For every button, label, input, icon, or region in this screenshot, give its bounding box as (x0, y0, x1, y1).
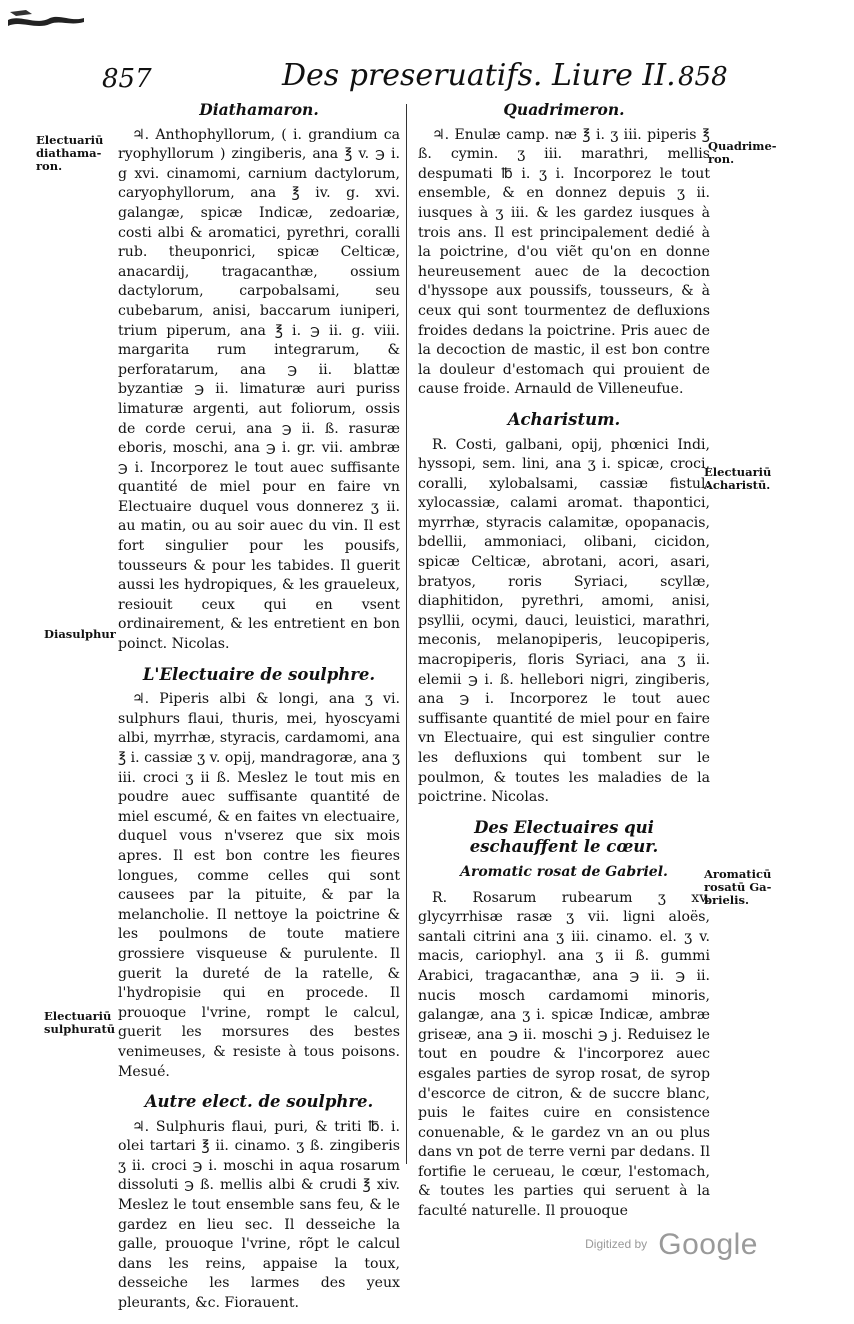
digitized-by-google-watermark (585, 1228, 758, 1262)
recipe-acharistum: R. Costi, galbani, opij, phœnici Indi, hyssopi, sem. lini, ana ʒ i. spicæ, croci, coralli, xylobalsami, cassiæ fistul. xylocassiæ, calami aromat. thapontici, myrrhæ, styracis calamitæ, opopanacis, bdellii, ammoniaci, olibani, cicidon, spicæ Celticæ, abrotani, acori, asari, bratyos, roris Syriaci, scyllæ, diaphitidon, pyrethri, amomi, anisi, psyllii, ocymi, dauci, leuistici, marathri, meconis, melanopiperis, leucopiperis, macropiperis, floris Syriaci, ana ʒ ii. elemii ℈ i. ß. hellebori nigri, zingiberis, ana ℈ i. Incorporez le tout auec suffisante quantité de miel pour en faire vn Electuaire, qui est singulier contre les defluxions qui tombent sur le poulmon, & toutes les maladies de la poictrine. Nicolas. (418, 436, 710, 806)
heading-electuaires-coeur: Des Electuaires qui eschauffent le cœur. (469, 817, 659, 857)
recipe-diathamaron: ♃. Anthophyllorum, ( i. grandium ca ryophyllorum ) zingiberis, ana ℥ v. ℈ i. g xvi. cinamomi, carnium dactylorum, caryophyllorum, ana ℥ iv. g. xvi. galangæ, spicæ Indicæ, zedoariæ, costi albi & aromatici, pyrethri, coralli rub. theuponrici, spicæ Celticæ, anacardij, tragacanthæ, ossium dactylorum, carpobalsami, seu cubebarum, anisi, baccarum iuniperi, trium piperum, ana ℥ i. ℈ ii. g. viii. margarita rum integrarum, & perforatarum, ana ℈ ii. blattæ byzantiæ ℈ ii. limaturæ auri puriss limaturæ argenti, aut foliorum, ossis de corde cerui, ana ℈ ii. ß. rasuræ eboris, moschi, ana ℈ i. gr. vii. ambræ ℈ i. Incorporez le tout auec suffisante quantité de miel pour en faire vn Electuaire duquel vous donnerez ʒ ii. au matin, ou au soir auec du vin. Il est fort singulier pour les pousifs, tousseurs & pour les tabides. Il guerit aussi les hydropiques, & les graueleux, resiouit ceux qui en vsent ordinairement, & les entretient en bon poinct. Nicolas. (118, 126, 400, 653)
digitized-by-label: Digitized by (585, 1237, 648, 1251)
heading-autre-electuaire: Autre elect. de soulphre. (144, 1092, 374, 1112)
right-page-number: 858 (678, 62, 728, 92)
margin-note-quadrimeron: Quadrime- ron. (708, 139, 777, 166)
recipe-sulphuratum: ♃. Sulphuris flaui, puri, & triti ℔. i. olei tartari ℥ ii. cinamo. ʒ ß. zingiberis ʒ ii. croci ℈ i. moschi in aqua rosarum dissoluti ℈ ß. mellis albi & crudi ℥ xiv. Meslez le tout ensemble sans feu, & le gardez en lieu sec. Il desseiche la galle, prouoque l'vrine, rõpt le calcul dans les reins, appaise la toux, desseiche les larmes des yeux pleurants, &c. Fiorauent. (118, 1118, 400, 1312)
recipe-quadrimeron: ♃. Enulæ camp. næ ℥ i. ʒ iii. piperis ℥ ß. cymin. ʒ iii. marathri, mellis despumati ℔ i. ʒ i. Incorporez le tout ensemble, & en donnez depuis ʒ ii. iusques à ʒ iii. & les gardez iusques à trois ans. Il est principalement dedié à la poictrine, d'ou viẽt qu'on en donne heureusement auec de la decoction d'hyssope aux poussifs, tousseurs, & à ceux qui sont tourmentez de defluxions froides dedans la poictrine. Pris auec de la decoction de mastic, il est bon contre la douleur d'estomach qui prouient de cause froide. Arnauld de Villeneufue. (418, 126, 710, 398)
recipe-aromatic-rosat: R. Rosarum rubearum ʒ xv. glycyrrhisæ rasæ ʒ vii. ligni aloës, santali citrini ana ʒ iii. cinamo. el. ʒ v. macis, cariophyl. ana ʒ ii ß. gummi Arabici, tragacanthæ, ana ℈ ii. ℈ ii. nucis mosch cardamomi minoris, galangæ, ana ʒ i. spicæ Indicæ, ambræ griseæ, ana ℈ ii. moschi ℈ j. Reduisez le tout en poudre & l'incorporez auec esgales parties de syrop rosat, de syrop d'escorce de citron, & de succre blanc, puis le faites cuire en consistence conuenable, & le gardez vn an ou plus dans vn pot de terre verni par dedans. Il fortifie le cerueau, le cœur, l'estomach, & toutes les parties qui seruent à la faculté naturelle. Il prouoque (418, 889, 710, 1220)
margin-note-sulphuratum: Electuariū sulphuratū (44, 1009, 116, 1036)
margin-note-diathamaron: Electuariū diathama- ron. (36, 133, 104, 173)
heading-acharistum: Acharistum. (507, 409, 621, 429)
heading-aromatic-rosat: Aromatic rosat de Gabriel. (460, 863, 668, 880)
heading-diathamaron: Diathamaron. (199, 100, 319, 119)
running-header (0, 58, 854, 98)
margin-note-aromaticum: Aromaticū rosatū Ga- brielis. (704, 867, 772, 907)
right-column (418, 100, 710, 1232)
heading-electuaire-soulphre: L'Electuaire de soulphre. (142, 664, 376, 684)
left-column (118, 100, 400, 1324)
ink-blot-mark (6, 6, 86, 36)
google-wordmark: Google (658, 1228, 758, 1261)
margin-note-acharistum: Electuariū Acharistū. (704, 465, 772, 492)
running-title: Des preseruatifs. Liure II. (282, 58, 676, 93)
column-divider (406, 104, 407, 1164)
left-page-number: 857 (102, 64, 152, 94)
recipe-diasulphur: ♃. Piperis albi & longi, ana ʒ vi. sulphurs flaui, thuris, mei, hyoscyami albi, myrrhæ, styracis, cardamomi, ana ℥ i. cassiæ ʒ v. opij, mandragoræ, ana ʒ iii. croci ʒ ii ß. Meslez le tout mis en poudre auec suffisante quantité de miel escumé, & en faites vn electuaire, duquel vous n'vserez que six mois apres. Il est bon contre les fieures longues, comme celles qui sont causees par la pituite, & par la melancholie. Il nettoye la poictrine & les poulmons de toute matiere grossiere visqueuse & purulente. Il guerit la dureté de la ratelle, & l'hydropisie qui en procede. Il prouoque l'vrine, rompt le calcul, guerit les morsures des bestes venimeuses, & resiste à tous poisons. Mesué. (118, 691, 400, 1080)
heading-quadrimeron: Quadrimeron. (503, 100, 625, 119)
margin-note-diasulphur: Diasulphur (44, 627, 116, 641)
